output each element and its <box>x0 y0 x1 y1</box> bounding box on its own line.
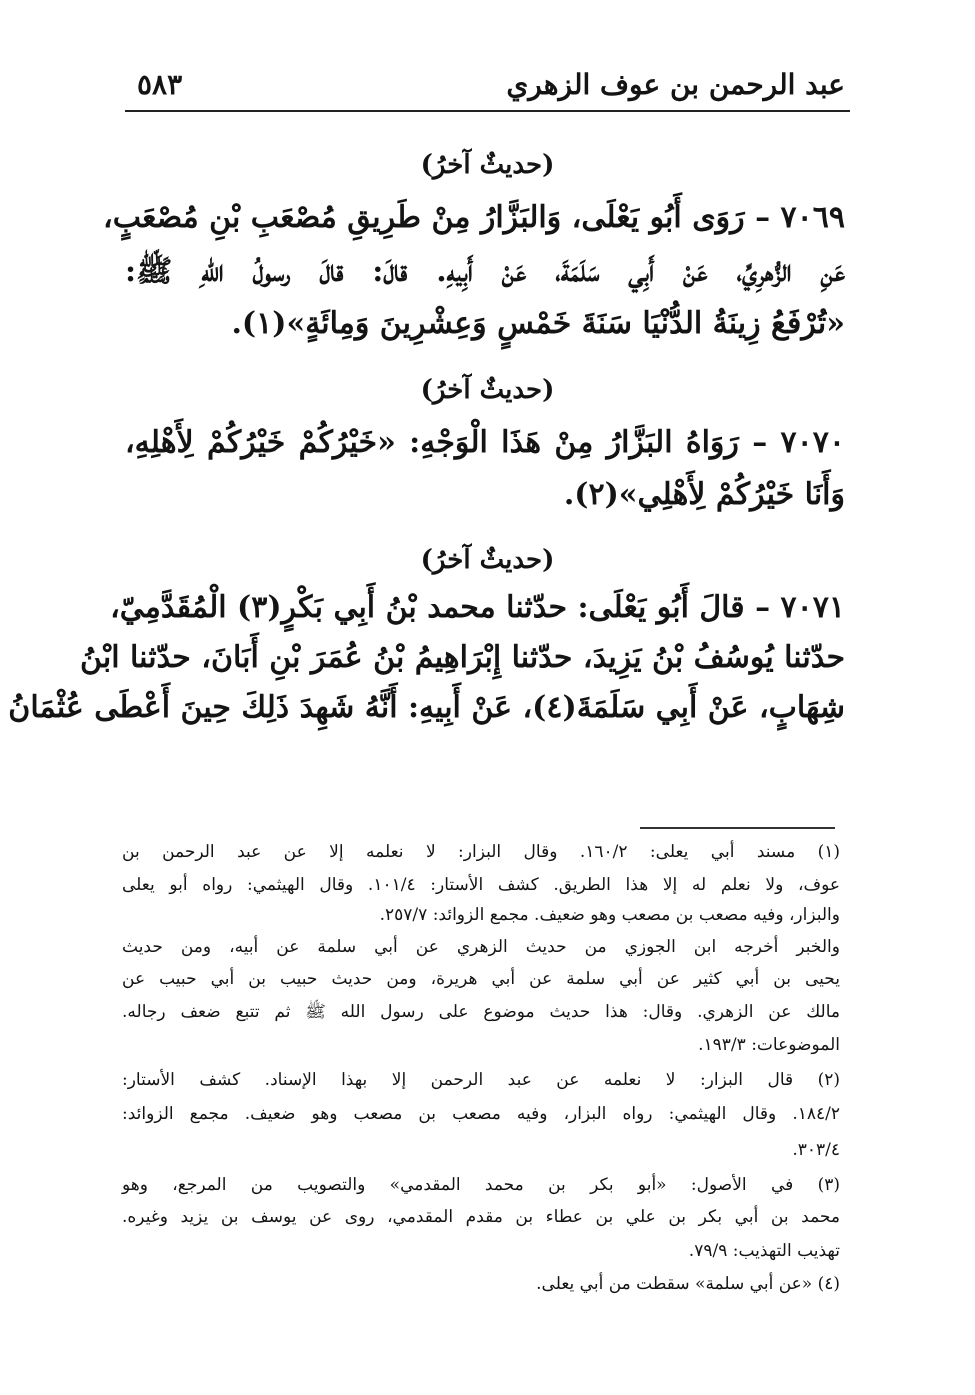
footnote-2-line: ١٨٤/٢. وقال الهيثمي: رواه البزار، وفيه مصعب بن مصعب وهو ضعيف. مجمع الزوائد: <box>122 1104 840 1124</box>
hadith-7070-line: ٧٠٧٠ – رَوَاهُ البَزَّارُ مِنْ هَذَا الْوَجْهِ: «خَيْرُكُمْ خَيْرُكُمْ لِأَهْلِهِ، <box>125 425 845 460</box>
footnote-4-line: (٤) «عن أبي سلمة» سقطت من أبي يعلى. <box>536 1274 840 1294</box>
footnote-1-line: (١) مسند أبي يعلى: ١٦٠/٢. وقال البزار: لا نعلمه إلا عن عبد الرحمن بن <box>122 842 841 862</box>
page-number: ٥٨٣ <box>137 68 183 101</box>
hadith-7070-line: وَأَنَا خَيْرُكُمْ لِأَهْلِي»(٢). <box>563 477 845 512</box>
footnote-3-line: تهذيب التهذيب: ٧٩/٩. <box>688 1241 840 1261</box>
footnote-2-line: ٣٠٣/٤. <box>792 1140 840 1160</box>
section-heading: (حديثٌ آخرُ) <box>420 545 555 575</box>
footnote-separator <box>640 827 835 829</box>
footnote-1-line: عوف، ولا نعلم له إلا هذا الطريق. كشف الأستار: ١٠١/٤. وقال الهيثمي: رواه أبو يعلى <box>122 875 840 895</box>
hadith-7069-line: «تُرْفَعُ زِينَةُ الدُّنْيَا سَنَةَ خَمْسٍ وَعِشْرِينَ وَمِائَةٍ»(١). <box>231 306 845 341</box>
footnote-3-line: (٣) في الأصول: «أبو بكر بن محمد المقدمي» والتصويب من المرجع، وهو <box>122 1175 840 1195</box>
running-header <box>125 62 850 112</box>
hadith-7069-line: عَنِ الزُّهرِيِّ، عَنْ أَبِي سَلَمَةَ، عَنْ أَبِيهِ. قالَ: قالَ رسولُ اللهِ ﷺ: <box>125 254 845 289</box>
header-title: عبد الرحمن بن عوف الزهري <box>506 68 845 101</box>
footnote-1-line: والبزار، وفيه مصعب بن مصعب وهو ضعيف. مجمع الزوائد: ٢٥٧/٧. <box>379 905 840 925</box>
footnote-1-line: والخبر أخرجه ابن الجوزي من حديث الزهري عن أبي سلمة عن أبيه، ومن حديث <box>122 937 840 957</box>
section-heading: (حديثٌ آخرُ) <box>420 150 555 180</box>
footnote-3-line: محمد بن أبي بكر بن علي بن عطاء بن مقدم المقدمي، روى عن يوسف بن يزيد وغيره. <box>122 1207 840 1227</box>
footnote-1-line: مالك عن الزهري. وقال: هذا حديث موضوع على رسول الله ﷺ ثم تتبع ضعف رجاله. <box>122 1002 840 1022</box>
hadith-7071-line: حدّثنا يُوسُفُ بْنُ يَزِيدَ، حدّثنا إِبْرَاهِيمُ بْنُ عُمَرَ بْنِ أَبَانَ، حدّثنا ابْنُ <box>80 640 845 675</box>
hadith-7071-line: شِهَابٍ، عَنْ أَبِي سَلَمَةَ(٤)، عَنْ أَبِيهِ: أَنَّهُ شَهِدَ ذَلِكَ حِينَ أَعْطَى عُثْمَانُ <box>8 690 845 725</box>
footnote-1-line: الموضوعات: ١٩٣/٣. <box>698 1035 840 1055</box>
footnote-1-line: يحيى بن أبي كثير عن أبي سلمة عن أبي هريرة، ومن حديث حبيب بن أبي حبيب عن <box>122 969 840 989</box>
footnote-2-line: (٢) قال البزار: لا نعلمه عن عبد الرحمن إلا بهذا الإسناد. كشف الأستار: <box>122 1070 840 1090</box>
hadith-7071-line: ٧٠٧١ – قالَ أَبُو يَعْلَى: حدّثنا محمد بْنُ أَبِي بَكْرٍ(٣) الْمُقَدَّمِيّ، <box>110 590 845 625</box>
section-heading: (حديثٌ آخرُ) <box>420 375 555 405</box>
hadith-7069-line: ٧٠٦٩ – رَوَى أَبُو يَعْلَى، وَالبَزَّارُ مِنْ طَرِيقِ مُصْعَبِ بْنِ مُصْعَبٍ، <box>103 200 845 235</box>
